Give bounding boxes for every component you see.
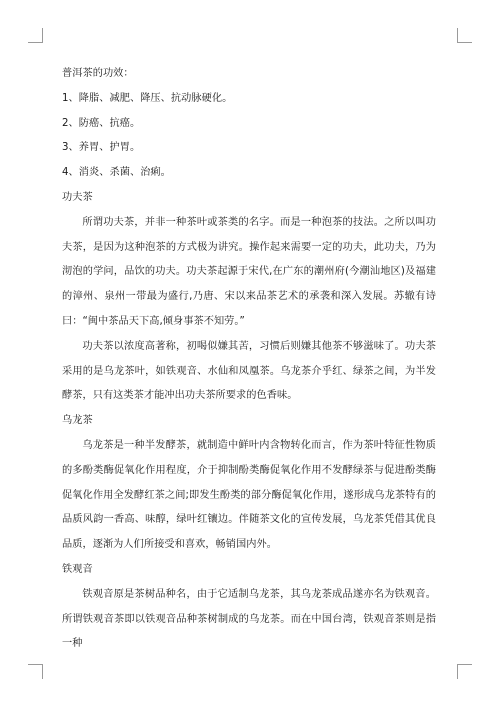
puer-list-item: 4、消炎、杀菌、治痢。	[62, 167, 171, 179]
heading-gongfu-tea: 功夫茶	[62, 191, 93, 203]
gongfu-paragraph-2: 功夫茶以浓度高著称，初喝似嫌其苦，习惯后则嫌其他茶不够滋味了。功夫茶采用的是乌龙茶叶，如铁观音、水仙和凤凰茶。乌龙茶介乎红、绿茶之间，为半发酵茶，只有这类茶才能冲出功夫茶所要求的色香味。	[62, 340, 436, 402]
crop-mark-top-right	[457, 28, 472, 43]
heading-oolong-tea: 乌龙茶	[62, 415, 93, 427]
puer-list-item: 3、养胃、护胃。	[62, 142, 141, 154]
puer-list-item: 1、降脂、减肥、降压、抗动脉硬化。	[62, 92, 233, 104]
crop-mark-bottom-right	[457, 664, 472, 679]
crop-mark-bottom-left	[28, 664, 43, 679]
crop-mark-top-left	[28, 28, 43, 43]
tieguanyin-paragraph: 铁观音原是茶树品种名，由于它适制乌龙茶，其乌龙茶成品遂亦名为铁观音。所谓铁观音茶即以铁观音品种茶树制成的乌龙茶。而在中国台湾，铁观音茶则是指一种	[62, 588, 436, 650]
document-body	[62, 62, 436, 657]
gongfu-paragraph-1: 所谓功夫茶，并非一种茶叶或茶类的名字。而是一种泡茶的技法。之所以叫功夫茶，是因为这种泡茶的方式极为讲究。操作起来需要一定的功夫，此功夫，乃为沏泡的学问，品饮的功夫。功夫茶起源于宋代,在广东的潮州府(今潮汕地区)及福建的漳州、泉州一带最为盛行,乃唐、宋以来品茶艺术的承袭和深入发展。苏辙有诗曰：“闽中茶品天下高,倾身事茶不知劳。”	[62, 216, 436, 327]
heading-tieguanyin: 铁观音	[62, 563, 93, 575]
heading-puer-effects: 普洱茶的功效：	[62, 68, 134, 79]
oolong-paragraph: 乌龙茶是一种半发酵茶，就制造中鲜叶内含物转化而言，作为茶叶特征性物质的多酚类酶促氧化作用程度，介于抑制酚类酶促氧化作用不发酵绿茶与促进酚类酶促氧化作用全发酵红茶之间;即发生酚类的部分酶促氧化作用，遂形成乌龙茶特有的品质风韵一香高、味醇，绿叶红镶边。伴随茶文化的宣传发展，乌龙茶凭借其优良品质，逐渐为人们所接受和喜欢，畅销国内外。	[62, 439, 436, 551]
puer-list-item: 2、防癌、抗癌。	[62, 117, 141, 129]
